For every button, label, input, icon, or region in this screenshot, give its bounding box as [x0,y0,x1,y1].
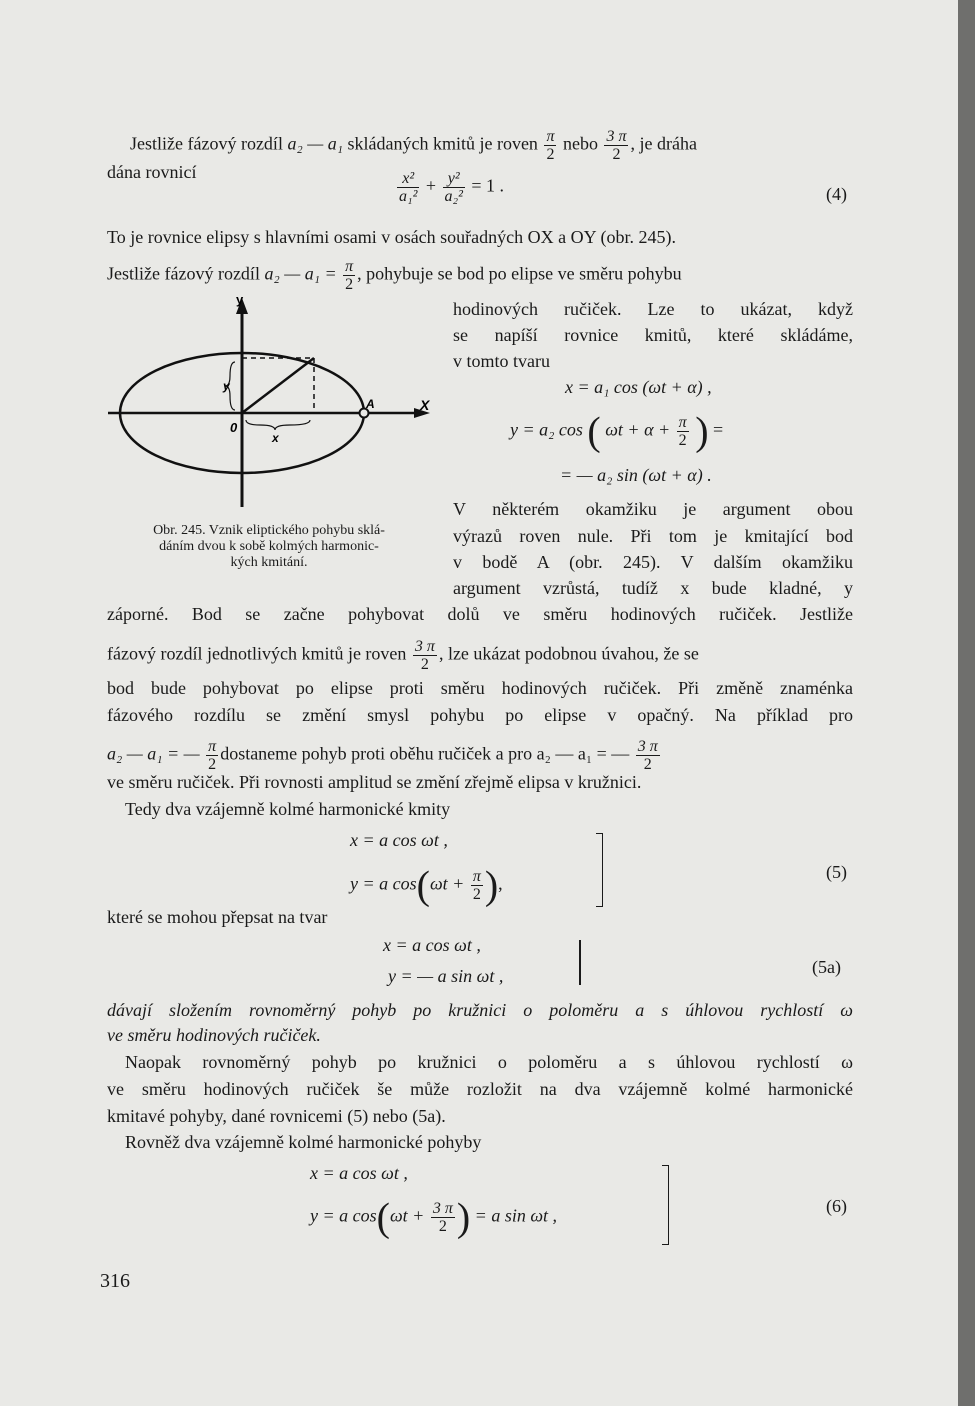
eq5-bracket [596,833,603,907]
p6-line2: ve směru hodinových ručiček še může rozložit na dva vzájemně kolmé harmonické [107,1079,853,1099]
p3-line5: záporné. Bod se začne pohybovat dolů ve směru hodinových ručiček. Jestliže [107,604,853,624]
p5-line1: dávají složením rovnoměrný pohyb po kružnici o poloměru a s úhlovou rychlostí ω [107,1000,853,1020]
p3-line8: fázového rozdílu se změní smysl pohybu po elipse v opačný. Na příklad pro [107,705,853,725]
figure-245 [100,292,445,517]
frac-pi: $\frac{\pi}{2}$ [546,128,555,163]
eq6-y: y = a cos(ωt + $\frac{3 \pi}{2}$ ) = a sin ωt , [310,1194,558,1240]
eq6-x: x = a cos ωt , [310,1163,408,1183]
x-brace [246,420,310,430]
eq-y-wave-2: = — a₂ sin (ωt + α) . [560,465,712,485]
label-x-segment: x [272,431,279,445]
label-y-segment: y [223,379,230,393]
eq-x-wave: x = a₁ cos (ωt + α) , [565,377,712,397]
p3-line3: v bodě A (obr. 245). V dalším okamžiku [453,552,853,572]
frac-3pi: $\frac{3 \pi}{2}$ [606,128,627,163]
eq6-label: (6) [826,1196,847,1216]
p2-line5: v tomto tvaru [453,351,550,371]
p3-line2: výrazů roven nule. Při tom je kmitající bod [453,526,853,546]
p6-line1: Naopak rovnoměrný pohyb po kružnici o poloměru a s úhlovou rychlostí ω [125,1052,853,1072]
label-A: A [366,397,375,411]
equation-4-label: (4) [826,184,847,204]
eq5a-label: (5a) [812,957,841,977]
page-number: 316 [100,1270,130,1292]
p2-line2: Jestliže fázový rozdíl a₂ — a₁ = $\frac{\pi}{2}$ , pohybuje se bod po elipse ve směru pohybu [107,258,682,293]
eq5-y: y = a cos(ωt + $\frac{\pi}{2}$ ), [350,862,503,908]
p3-line4: argument vzrůstá, tudíž x bude kladné, y [453,578,853,598]
p3-line7: bod bude pohybovat po elipse proti směru hodinových ručiček. Při změně znaménka [107,678,853,698]
page-edge [958,0,975,1406]
label-origin: 0 [230,420,238,435]
radius-line [242,358,314,413]
figure-caption: Obr. 245. Vznik eliptického pohybu sklá- dáním dvou k sobě kolmých harmonic- kých kmitání. [153,523,385,570]
eq5-x: x = a cos ωt , [350,830,448,850]
p7: Rovněž dva vzájemně kolmé harmonické pohyby [125,1132,482,1152]
label-x-axis: X [420,397,430,413]
p6-line3: kmitavé pohyby, dané rovnicemi (5) nebo (5a). [107,1106,446,1126]
p2-line4: se napíší rovnice kmitů, které skládáme, [453,325,853,345]
p2-line1: To je rovnice elipsy s hlavními osami v osách souřadných OX a OY (obr. 245). [107,227,676,247]
p5-line2: ve směru hodinových ručiček. [107,1025,321,1045]
p1-line1: Jestliže fázový rozdíl a₂ — a₁ skládaných kmitů je roven $\frac{\pi}{2}$ nebo $\frac{3 \pi}{2}$ , je dráha [130,128,697,163]
equation-4: $\frac{\text{x²}}{\text{a₁²}}$ + $\frac{\text{y²}}{\text{a₂²}}$ = 1 . [399,170,505,205]
p1-line2: dána rovnicí [107,162,197,182]
eq5a-bar [579,940,581,985]
p2-line3: hodinových ručiček. Lze to ukázat, když [453,299,853,319]
p3-line11: Tedy dva vzájemně kolmé harmonické kmity [125,799,451,819]
eq5a-x: x = a cos ωt , [383,935,481,955]
p3-line10: ve směru ručiček. Při rovnosti amplitud se změní zřejmě elipsa v kružnici. [107,772,642,792]
p3-line1: V některém okamžiku je argument obou [453,499,853,519]
eq5a-y: y = — a sin ωt , [388,966,504,986]
label-y-axis: y [236,292,244,307]
p3-line6: fázový rozdíl jednotlivých kmitů je roven $\frac{3 \pi}{2}$ , lze ukázat podobnou úvahou, že se [107,638,699,673]
eq-y-wave: y = a₂ cos ( ωt + α + $\frac{\pi}{2}$ ) = [510,408,724,454]
p4: které se mohou přepsat na tvar [107,907,328,927]
eq5-label: (5) [826,862,847,882]
eq6-bracket [662,1165,669,1245]
p3-line9: a₂ — a₁ = — $\frac{\pi}{2}$ dostaneme pohyb proti oběhu ručiček a pro a₂ — a₁ = — $\frac{3 \pi}{2}$ [107,738,658,773]
